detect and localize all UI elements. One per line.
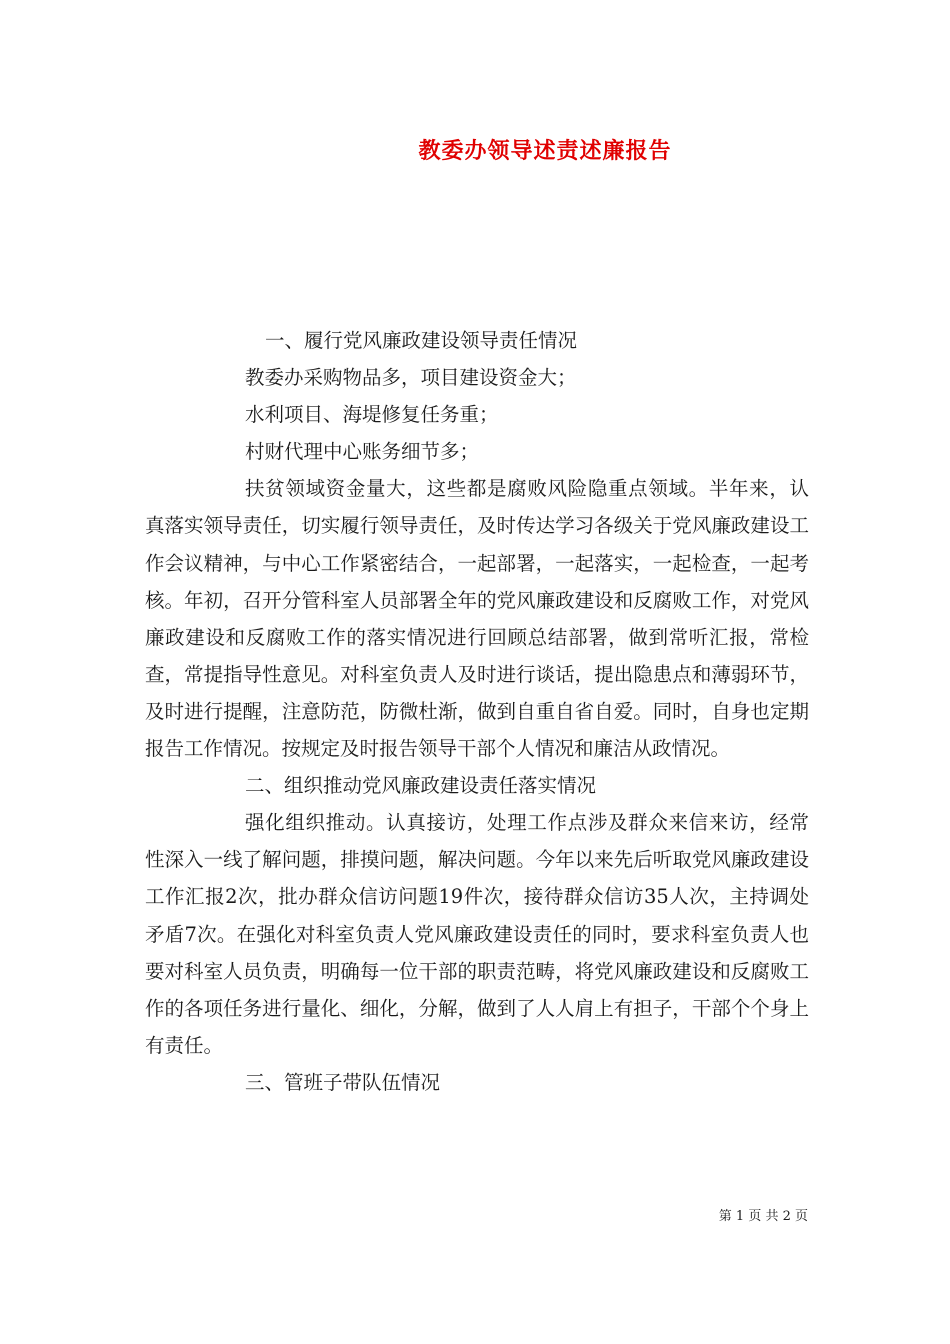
section-heading-1: 一、履行党风廉政建设领导责任情况	[265, 329, 578, 352]
document-title: 教委办领导述责述廉报告	[418, 138, 672, 164]
document-body	[145, 322, 809, 1101]
section-heading-3: 三、管班子带队伍情况	[245, 1070, 441, 1094]
page-number-footer: 第 1 页 共 2 页	[718, 1209, 808, 1224]
body-paragraph: 扶贫领域资金量大，这些都是腐败风险隐重点领域。半年来，认真落实领导责任，切实履行领导责任，及时传达学习各级关于党风廉政建设工作会议精神，与中心工作紧密结合，一起部署，一起落实，一起检查，一起考核。年初，召开分管科室人员部署全年的党风廉政建设和反腐败工作，对党风廉政建设和反腐败工作的落实情况进行回顾总结部署，做到常听汇报，常检查，常提指导性意见。对科室负责人及时进行谈话，提出隐患点和薄弱环节，及时进行提醒，注意防范，防微杜渐，做到自重自省自爱。同时，自身也定期报告工作情况。按规定及时报告领导干部个人情况和廉洁从政情况。	[145, 477, 809, 761]
body-paragraph: 教委办采购物品多，项目建设资金大；	[245, 366, 577, 390]
body-paragraph: 强化组织推动。认真接访，处理工作点涉及群众来信来访，经常性深入一线了解问题，排摸问题，解决问题。今年以来先后听取党风廉政建设工作汇报2次，批办群众信访问题19件次，接待群众信访35人次，主持调处矛盾7次。在强化对科室负责人党风廉政建设责任的同时，要求科室负责人也要对科室人员负责，明确每一位干部的职责范畴，将党风廉政建设和反腐败工作的各项任务进行量化、细化，分解，做到了人人肩上有担子，干部个个身上有责任。	[145, 811, 809, 1057]
body-paragraph: 水利项目、海堤修复任务重；	[245, 403, 499, 427]
section-heading-2: 二、组织推动党风廉政建设责任落实情况	[245, 774, 597, 798]
body-paragraph: 村财代理中心账务细节多；	[245, 440, 480, 464]
